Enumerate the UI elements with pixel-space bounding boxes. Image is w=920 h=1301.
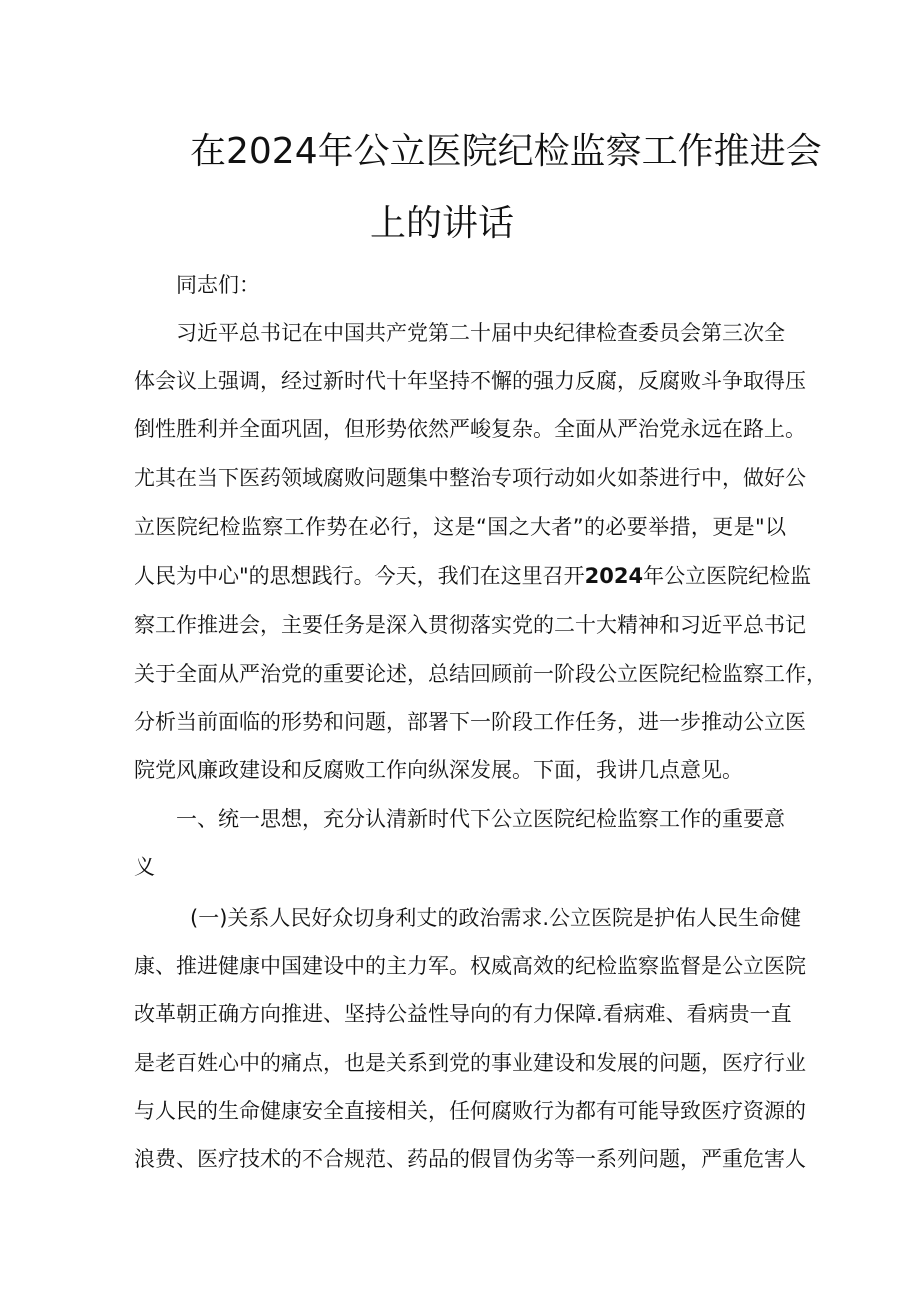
salutation: 同志们： <box>176 273 260 297</box>
document-title-line-1: 在2024年公立医院纪检监察工作推进会 <box>190 131 822 172</box>
section-heading-line-1: 一、统一思想，充分认清新时代下公立医院纪检监察工作的重要意 <box>176 807 785 831</box>
paragraph-line: 关于全面从严治党的重要论述，总结回顾前一阶段公立医院纪检监察工作， <box>134 662 827 686</box>
paragraph-line: 察工作推进会，主要任务是深入贯彻落实党的二十大精神和习近平总书记 <box>134 613 806 637</box>
paragraph-line: 与人民的生命健康安全直接相关，任何腐败行为都有可能导致医疗资源的 <box>134 1099 806 1123</box>
paragraph-line-with-bold <box>134 561 812 591</box>
paragraph-line: 浪费、医疗技术的不合规范、药品的假冒伪劣等一系列问题，严重危害人 <box>134 1147 806 1171</box>
paragraph-line: 体会议上强调，经过新时代十年坚持不懈的强力反腐，反腐败斗争取得压 <box>134 369 806 393</box>
document-title-line-2: 上的讲话 <box>370 203 515 244</box>
paragraph-line: 习近平总书记在中国共产党第二十届中央纪律检查委员会第三次全 <box>176 321 785 345</box>
paragraph-line: 倒性胜利并全面巩固，但形势依然严峻复杂。全面从严治党永远在路上。 <box>134 417 806 441</box>
paragraph-text: 年公立医院纪检监 <box>643 564 812 588</box>
paragraph-text: 人民为中心"的思想践行。今天，我们在这里召开 <box>134 564 585 588</box>
paragraph-line: 是老百姓心中的痛点，也是关系到党的事业建设和发展的问题，医疗行业 <box>134 1051 806 1075</box>
bold-year: 2024 <box>584 564 644 588</box>
paragraph-line: 尤其在当下医药领域腐败问题集中整治专项行动如火如荼进行中，做好公 <box>134 466 806 490</box>
paragraph-line: 院党风廉政建设和反腐败工作向纵深发展。下面，我讲几点意见。 <box>134 758 743 782</box>
paragraph-line: 分析当前面临的形势和问题，部署下一阶段工作任务，进一步推动公立医 <box>134 710 806 734</box>
paragraph-line: (一)关系人民好众切身利丈的政治需求.公立医院是护佑人民生命健 <box>190 906 802 930</box>
section-heading-line-2: 义 <box>134 855 155 879</box>
paragraph-line: 立医院纪检监察工作势在必行，这是“国之大者”的必要举措，更是"以 <box>134 515 786 539</box>
paragraph-line: 康、推进健康中国建设中的主力军。权威高效的纪检监察监督是公立医院 <box>134 954 806 978</box>
paragraph-line: 改革朝正确方向推进、坚持公益性导向的有力保障.看病难、看病贵一直 <box>134 1002 792 1026</box>
